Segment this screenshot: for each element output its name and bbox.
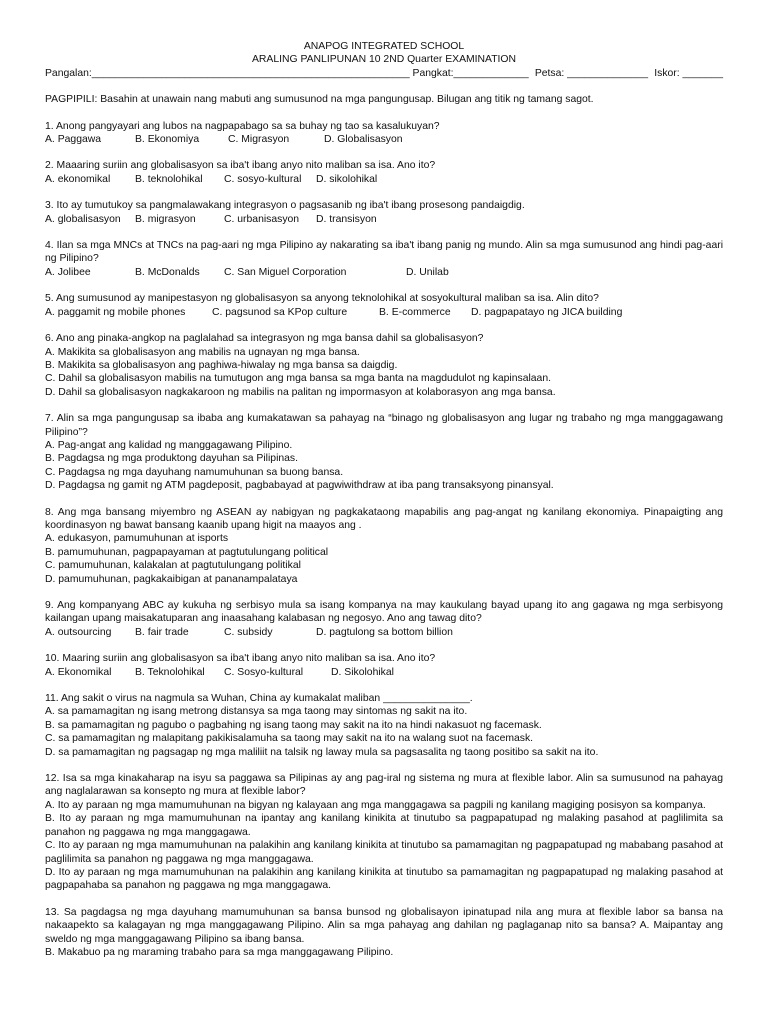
choice-a[interactable]: A. Pag-angat ang kalidad ng manggagawang Pilipino. — [45, 439, 293, 451]
choices — [45, 705, 723, 759]
choice-c[interactable]: C. Ito ay paraan ng mga mamumuhunan na palakihin ang kanilang kinikita at tinutubo sa pamamagitan ng pagpapatupad ng mababang pasahod at paglilimita sa panahon ng paggawa ng mga manggagawa. — [45, 840, 723, 865]
choice-d[interactable]: D. Unilab — [406, 266, 449, 278]
choice-d[interactable]: D. pagpapatayo ng JICA building — [471, 306, 623, 318]
question-5 — [45, 292, 723, 319]
choices — [45, 173, 723, 186]
choice-b[interactable]: B. McDonalds — [135, 266, 200, 278]
question-13 — [45, 906, 723, 960]
choices — [45, 532, 723, 586]
question-11 — [45, 692, 723, 759]
question-9 — [45, 599, 723, 639]
choice-a[interactable]: A. outsourcing — [45, 626, 112, 638]
question-stem: 8. Ang mga bansang miyembro ng ASEAN ay nabigyan ng pagkakataong mapabilis ang pag-angat ng kanilang ekonomiya. Pinapaigting ang koordinasyon ng bawat bansang kaanib upang higit na maayos ang . — [45, 506, 723, 531]
question-12 — [45, 772, 723, 893]
choice-d[interactable]: D. Globalisasyon — [324, 134, 403, 146]
question-stem: 11. Ang sakit o virus na nagmula sa Wuhan, China ay kumakalat maliban _______________. — [45, 693, 473, 705]
choices — [45, 799, 723, 893]
choice-b[interactable]: B. Makikita sa globalisasyon ang paghiwa-hiwalay ng mga bansa sa daigdig. — [45, 359, 398, 371]
choices — [45, 666, 723, 679]
choice-d[interactable]: D. Pagdagsa ng gamit ng ATM pagdeposit, pagbabayad at pagwiwithdraw at iba pang transaksyong pinansyal. — [45, 480, 554, 492]
choice-d[interactable]: D. sa pamamagitan ng pagsagap ng mga maliliit na talsik ng laway mula sa pagsasalita ng taong positibo sa sakit na ito. — [45, 746, 599, 758]
choice-a[interactable]: A. Jolibee — [45, 266, 91, 278]
choice-b[interactable]: B. Pagdagsa ng mga produktong dayuhan sa Pilipinas. — [45, 453, 299, 465]
question-4 — [45, 239, 723, 279]
question-stem: 5. Ang sumusunod ay manipestasyon ng globalisasyon sa anyong teknolohikal at sosyokultural maliban sa isa. Alin dito? — [45, 293, 599, 305]
question-stem: 9. Ang kompanyang ABC ay kukuha ng serbisyo mula sa isang kompanya na may kaukulang bayad upang ito ang gagawa ng mga serbisyong kailangan upang maisakatuparan ang inaasahang kalabasan ng negosyo. Ano ang tawag dito? — [45, 600, 723, 625]
choice-a[interactable]: A. Makikita sa globalisasyon ang mabilis na ugnayan ng mga bansa. — [45, 346, 360, 358]
choice-d[interactable]: D. pamumuhunan, pagkakaibigan at pananampalataya — [45, 573, 298, 585]
question-stem: 12. Isa sa mga kinakaharap na isyu sa paggawa sa Pilipinas ay ang pag-iral ng sistema ng mura at flexible labor. Alin sa sumusunod na pahayag ang naglalarawan sa konsepto ng mura at flexible labor? — [45, 773, 723, 798]
question-6 — [45, 332, 723, 399]
choice-b[interactable]: B. E-commerce — [379, 306, 451, 318]
question-stem: 2. Maaaring suriin ang globalisasyon sa iba't ibang anyo nito maliban sa isa. Ano ito? — [45, 160, 436, 172]
choice-c[interactable]: C. sa pamamagitan ng malapitang pakikisalamuha sa taong may sakit na ito na walang suot na facemask. — [45, 733, 534, 745]
choice-d[interactable]: D. transisyon — [316, 213, 377, 225]
instructions: PAGPIPILI: Basahin at unawain nang mabuti ang sumusunod na mga pangungusap. Bilugan ang titik ng tamang sagot. — [45, 94, 594, 106]
choice-b[interactable]: B. sa pamamagitan ng pagubo o pagbahing ng isang taong may sakit na ito na hindi nakasuot ng facemask. — [45, 719, 542, 731]
choice-d[interactable]: D. Ito ay paraan ng mga mamumuhunan na palakihin ang kanilang kinikita at tinutubo sa pamamagitan ng pagpapatupad ng malaking pasahod at pagpapahaba sa panahon ng paggawa ng mga manggagawa. — [45, 866, 723, 892]
choices — [45, 306, 723, 319]
score-field[interactable]: Iskor: _______ — [654, 67, 723, 79]
question-stem: 1. Anong pangyayari ang lubos na nagpapabago sa sa buhay ng tao sa kasalukuyan? — [45, 120, 440, 132]
question-stem: 6. Ano ang pinaka-angkop na paglalahad sa integrasyon ng mga bansa dahil sa globalisasyon? — [45, 333, 484, 345]
choice-b[interactable]: B. Ito ay paraan ng mga mamumuhunan na ipantay ang kanilang kinikita at tinutubo sa pagpapatupad ng malaking pasahod at paglilimita sa panahon ng paggawa ng mga manggagawa. — [45, 813, 723, 838]
question-3 — [45, 199, 723, 226]
choice-c[interactable]: C. Pagdagsa ng mga dayuhang namumuhunan sa buong bansa. — [45, 466, 344, 478]
choice-a[interactable]: A. Ekonomikal — [45, 666, 112, 678]
choice-b[interactable]: B. migrasyon — [135, 213, 196, 225]
question-1 — [45, 120, 723, 147]
school-name: ANAPOG INTEGRATED SCHOOL — [303, 41, 465, 52]
choice-c[interactable]: C. subsidy — [224, 626, 273, 638]
choice-a[interactable]: A. globalisasyon — [45, 213, 121, 225]
question-stem: 3. Ito ay tumutukoy sa pangmalawakang integrasyon o pagsasanib ng iba't ibang prosesong pandaigdig. — [45, 200, 525, 212]
choice-b[interactable]: B. teknolohikal — [135, 173, 203, 185]
choices — [45, 439, 723, 493]
question-8 — [45, 506, 723, 586]
choice-c[interactable]: C. urbanisasyon — [224, 213, 300, 225]
question-stem: 7. Alin sa mga pangungusap sa ibaba ang kumakatawan sa pahayag na “binago ng globalisasyon ang lugar ng trabaho ng mga manggagawang Pilipino”? — [45, 413, 723, 438]
exam-header — [45, 40, 723, 67]
choice-d[interactable]: D. pagtulong sa bottom billion — [316, 626, 453, 638]
choice-a[interactable]: A. Ito ay paraan ng mga mamumuhunan na bigyan ng kalayaan ang mga manggagawa sa pagpili ng kanilang magiging posisyon sa kompanya. — [45, 799, 706, 811]
student-info-line — [45, 67, 723, 80]
choice-b[interactable]: B. Teknolohikal — [135, 666, 205, 678]
choice-c[interactable]: C. Migrasyon — [228, 134, 290, 146]
choice-b[interactable]: B. Ekonomiya — [135, 134, 200, 146]
choice-d[interactable]: D. Sikolohikal — [331, 666, 394, 678]
choices — [45, 133, 723, 146]
choices — [45, 346, 723, 400]
name-section-field[interactable]: Pangalan:_______________________________________________________ Pangkat:_____________ — [45, 67, 529, 79]
choice-a[interactable]: A. Paggawa — [45, 134, 102, 146]
choice-c[interactable]: C. pagsunod sa KPop culture — [212, 306, 348, 318]
choice-a[interactable]: A. paggamit ng mobile phones — [45, 306, 186, 318]
choices — [45, 266, 723, 279]
question-stem: 10. Maaring suriin ang globalisasyon sa iba't ibang anyo nito maliban sa isa. Ano ito? — [45, 653, 436, 665]
choice-a[interactable]: A. sa pamamagitan ng isang metrong distansya sa mga taong may sintomas ng sakit na ito. — [45, 706, 468, 718]
choice-c[interactable]: C. sosyo-kultural — [224, 173, 302, 185]
question-7 — [45, 412, 723, 492]
choice-c[interactable]: C. San Miguel Corporation — [224, 266, 347, 278]
question-2 — [45, 159, 723, 186]
choice-d[interactable]: D. sikolohikal — [316, 173, 378, 185]
choice-d[interactable]: D. Dahil sa globalisasyon nagkakaroon ng mabilis na palitan ng impormasyon at kolaborasyon ang mga bansa. — [45, 386, 556, 398]
choice-b[interactable]: B. Makabuo pa ng maraming trabaho para sa mga manggagawang Pilipino. — [45, 946, 394, 958]
exam-title: ARALING PANLIPUNAN 10 2ND Quarter EXAMINATION — [251, 54, 517, 66]
choice-b[interactable]: B. pamumuhunan, pagpapayaman at pagtutulungang political — [45, 546, 329, 558]
question-10 — [45, 652, 723, 679]
date-field[interactable]: Petsa: ______________ — [534, 67, 649, 79]
question-stem: 4. Ilan sa mga MNCs at TNCs na pag-aari ng mga Pilipino ay nakarating sa iba't ibang panig ng mundo. Alin sa mga sumusunod ang hindi pag-aari ng Pilipino? — [45, 240, 723, 265]
choice-c[interactable]: C. Sosyo-kultural — [224, 666, 304, 678]
question-stem: 13. Sa pagdagsa ng mga dayuhang mamumuhunan sa bansa bunsod ng globalisayon ipinatupad nila ang mura at flexible labor sa bansa na nakaapekto sa kalagayan ng mga manggagawang Pilipino. Alin sa mga pahayag ang dahilan ng paglaganap nito sa bansa? A. Maipantay ang sweldo ng mga manggagawang Pilipino sa ibang bansa. — [45, 906, 723, 945]
choices — [45, 626, 723, 639]
choice-c[interactable]: C. Dahil sa globalisasyon mabilis na tumutugon ang mga bansa sa mga banta na magdudulot ng kapinsalaan. — [45, 373, 552, 385]
choices — [45, 213, 723, 226]
choice-a[interactable]: A. ekonomikal — [45, 173, 111, 185]
choice-c[interactable]: C. pamumuhunan, kalakalan at pagtutulungang politikal — [45, 560, 301, 572]
choice-b[interactable]: B. fair trade — [135, 626, 189, 638]
choice-a[interactable]: A. edukasyon, pamumuhunan at isports — [45, 533, 229, 545]
